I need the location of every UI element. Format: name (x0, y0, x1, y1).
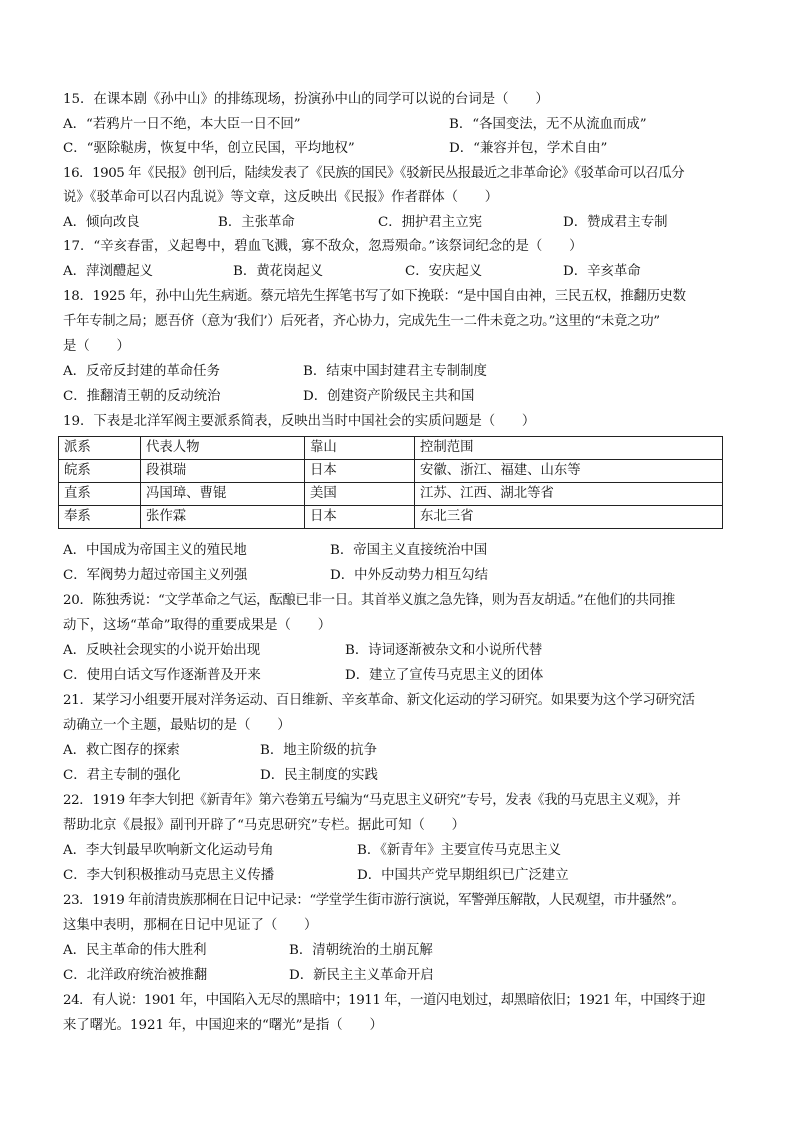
q18-option-a: A．反帝反封建的革命任务 (63, 364, 220, 379)
q16-option-c: C．拥护君主立宪 (378, 215, 482, 230)
table-row (59, 506, 723, 529)
q22-stem-line2: 帮助北京《晨报》副刊开辟了“马克思研究”专栏。据此可知（ ） (63, 818, 466, 833)
q17-option-a: A．萍浏醴起义 (63, 264, 154, 279)
table-cell: 皖系 (59, 460, 141, 483)
q20-option-a: A．反映社会现实的小说开始出现 (63, 643, 261, 658)
q17-option-c: C．安庆起义 (405, 264, 483, 279)
table-header-row (59, 437, 723, 460)
table-header-cell: 派系 (59, 437, 141, 460)
q21-option-c: C．君主专制的强化 (63, 768, 181, 783)
table-header-cell: 代表人物 (141, 437, 305, 460)
table-cell: 直系 (59, 483, 141, 506)
q19-option-a: A．中国成为帝国主义的殖民地 (63, 543, 247, 558)
q15-option-d: D．“兼容并包，学术自由” (449, 141, 608, 156)
q18-option-d: D．创建资产阶级民主共和国 (303, 389, 475, 404)
q21-stem-line1: 21．某学习小组要开展对洋务运动、百日维新、辛亥革命、新文化运动的学习研究。如果要为这个学习研究活 (63, 693, 695, 708)
q20-stem-line1: 20．陈独秀说：“文学革命之气运，酝酿已非一日。其首举义旗之急先锋，则为吾友胡适。”在他们的共同推 (63, 593, 675, 608)
q17-stem: 17．“辛亥春雷，义起粤中，碧血飞溅，寡不敌众，忽焉殒命。”该祭词纪念的是（ ） (63, 239, 583, 254)
q15-stem: 15．在课本剧《孙中山》的排练现场，扮演孙中山的同学可以说的台词是（ ） (63, 92, 549, 107)
table-cell: 江苏、江西、湖北等省 (415, 483, 723, 506)
q21-option-b: B．地主阶级的抗争 (260, 743, 377, 758)
q23-option-b: B．清朝统治的土崩瓦解 (289, 943, 433, 958)
q22-option-a: A．李大钊最早吹响新文化运动号角 (63, 843, 274, 858)
q24-stem-line1: 24．有人说：1901 年，中国陷入无尽的黑暗中；1911 年，一道闪电划过，却黑暗依旧；1921 年，中国终于迎 (63, 993, 706, 1008)
q18-option-b: B．结束中国封建君主专制制度 (303, 364, 487, 379)
table-cell: 日本 (305, 460, 415, 483)
table-header-cell: 控制范围 (415, 437, 723, 460)
q20-option-b: B．诗词逐渐被杂文和小说所代替 (345, 643, 543, 658)
q18-stem-line2: 千年专制之局；愿吾侪（意为‘我们’）后死者，齐心协力，完成先生一二件未竟之功。”这里的“未竟之功” (63, 314, 660, 329)
table-cell: 段祺瑞 (141, 460, 305, 483)
q21-option-d: D．民主制度的实践 (260, 768, 378, 783)
q19-option-c: C．军阀势力超过帝国主义列强 (63, 568, 248, 583)
q18-stem-line1: 18．1925 年，孙中山先生病逝。蔡元培先生挥笔书写了如下挽联：“是中国自由神，三民五权，推翻历史数 (63, 289, 686, 304)
q16-option-b: B．主张革命 (218, 215, 295, 230)
q19-option-d: D．中外反动势力相互勾结 (330, 568, 489, 583)
q16-stem-line2: 说》《驳革命可以召内乱说》等文章，这反映出《民报》作者群体（ ） (63, 190, 499, 205)
q15-option-c: C．“驱除鞑虏，恢复中华，创立民国，平均地权” (63, 141, 355, 156)
table-cell: 张作霖 (141, 506, 305, 529)
q16-option-d: D．赞成君主专制 (563, 215, 668, 230)
q21-option-a: A．救亡图存的探索 (63, 743, 180, 758)
q15-option-a: A．“若鸦片一日不绝，本大臣一日不回” (63, 117, 301, 132)
q23-option-d: D．新民主主义革命开启 (289, 968, 434, 983)
q22-stem-line1: 22．1919 年李大钊把《新青年》第六卷第五号编为“马克思主义研究”专号，发表《我的马克思主义观》，并 (63, 793, 681, 808)
q20-stem-line2: 动下，这场“革命”取得的重要成果是（ ） (63, 618, 332, 633)
table-cell: 奉系 (59, 506, 141, 529)
q16-stem-line1: 16．1905 年《民报》创刊后，陆续发表了《民族的国民》《驳新民丛报最近之非革命论》《驳革命可以召瓜分 (63, 166, 685, 181)
q19-option-b: B．帝国主义直接统治中国 (330, 543, 488, 558)
table-row (59, 483, 723, 506)
table-cell: 东北三省 (415, 506, 723, 529)
table-cell: 日本 (305, 506, 415, 529)
q18-stem-line3: 是（ ） (63, 339, 130, 354)
q21-stem-line2: 动确立一个主题，最贴切的是（ ） (63, 718, 291, 733)
q17-option-b: B．黄花岗起义 (233, 264, 324, 279)
q20-option-c: C．使用白话文写作逐渐普及开来 (63, 668, 261, 683)
q20-option-d: D．建立了宣传马克思主义的团体 (345, 668, 544, 683)
q22-option-c: C．李大钊积极推动马克思主义传播 (63, 868, 275, 883)
table-row (59, 460, 723, 483)
q23-option-a: A．民主革命的伟大胜利 (63, 943, 207, 958)
q22-option-d: D．中国共产党早期组织已广泛建立 (357, 868, 569, 883)
q19-stem: 19．下表是北洋军阀主要派系简表，反映出当时中国社会的实质问题是（ ） (63, 414, 536, 429)
q23-option-c: C．北洋政府统治被推翻 (63, 968, 208, 983)
q22-option-b: B．《新青年》主要宣传马克思主义 (357, 843, 561, 858)
table-cell: 安徽、浙江、福建、山东等 (415, 460, 723, 483)
q17-option-d: D．辛亥革命 (563, 264, 641, 279)
q18-option-c: C．推翻清王朝的反动统治 (63, 389, 221, 404)
q23-stem-line2: 这集中表明，那桐在日记中见证了（ ） (63, 918, 318, 933)
table-cell: 美国 (305, 483, 415, 506)
table-header-cell: 靠山 (305, 437, 415, 460)
warlord-factions-table (58, 436, 723, 529)
table-cell: 冯国璋、曹锟 (141, 483, 305, 506)
q16-option-a: A．倾向改良 (63, 215, 140, 230)
q24-stem-line2: 来了曙光。1921 年，中国迎来的“曙光”是指（ ） (63, 1018, 383, 1033)
q23-stem-line1: 23．1919 年前清贵族那桐在日记中记录：“学堂学生街市游行演说，军警弹压解散，人民观望，市井骚然”。 (63, 893, 685, 908)
q15-option-b: B．“各国变法，无不从流血而成” (449, 117, 647, 132)
